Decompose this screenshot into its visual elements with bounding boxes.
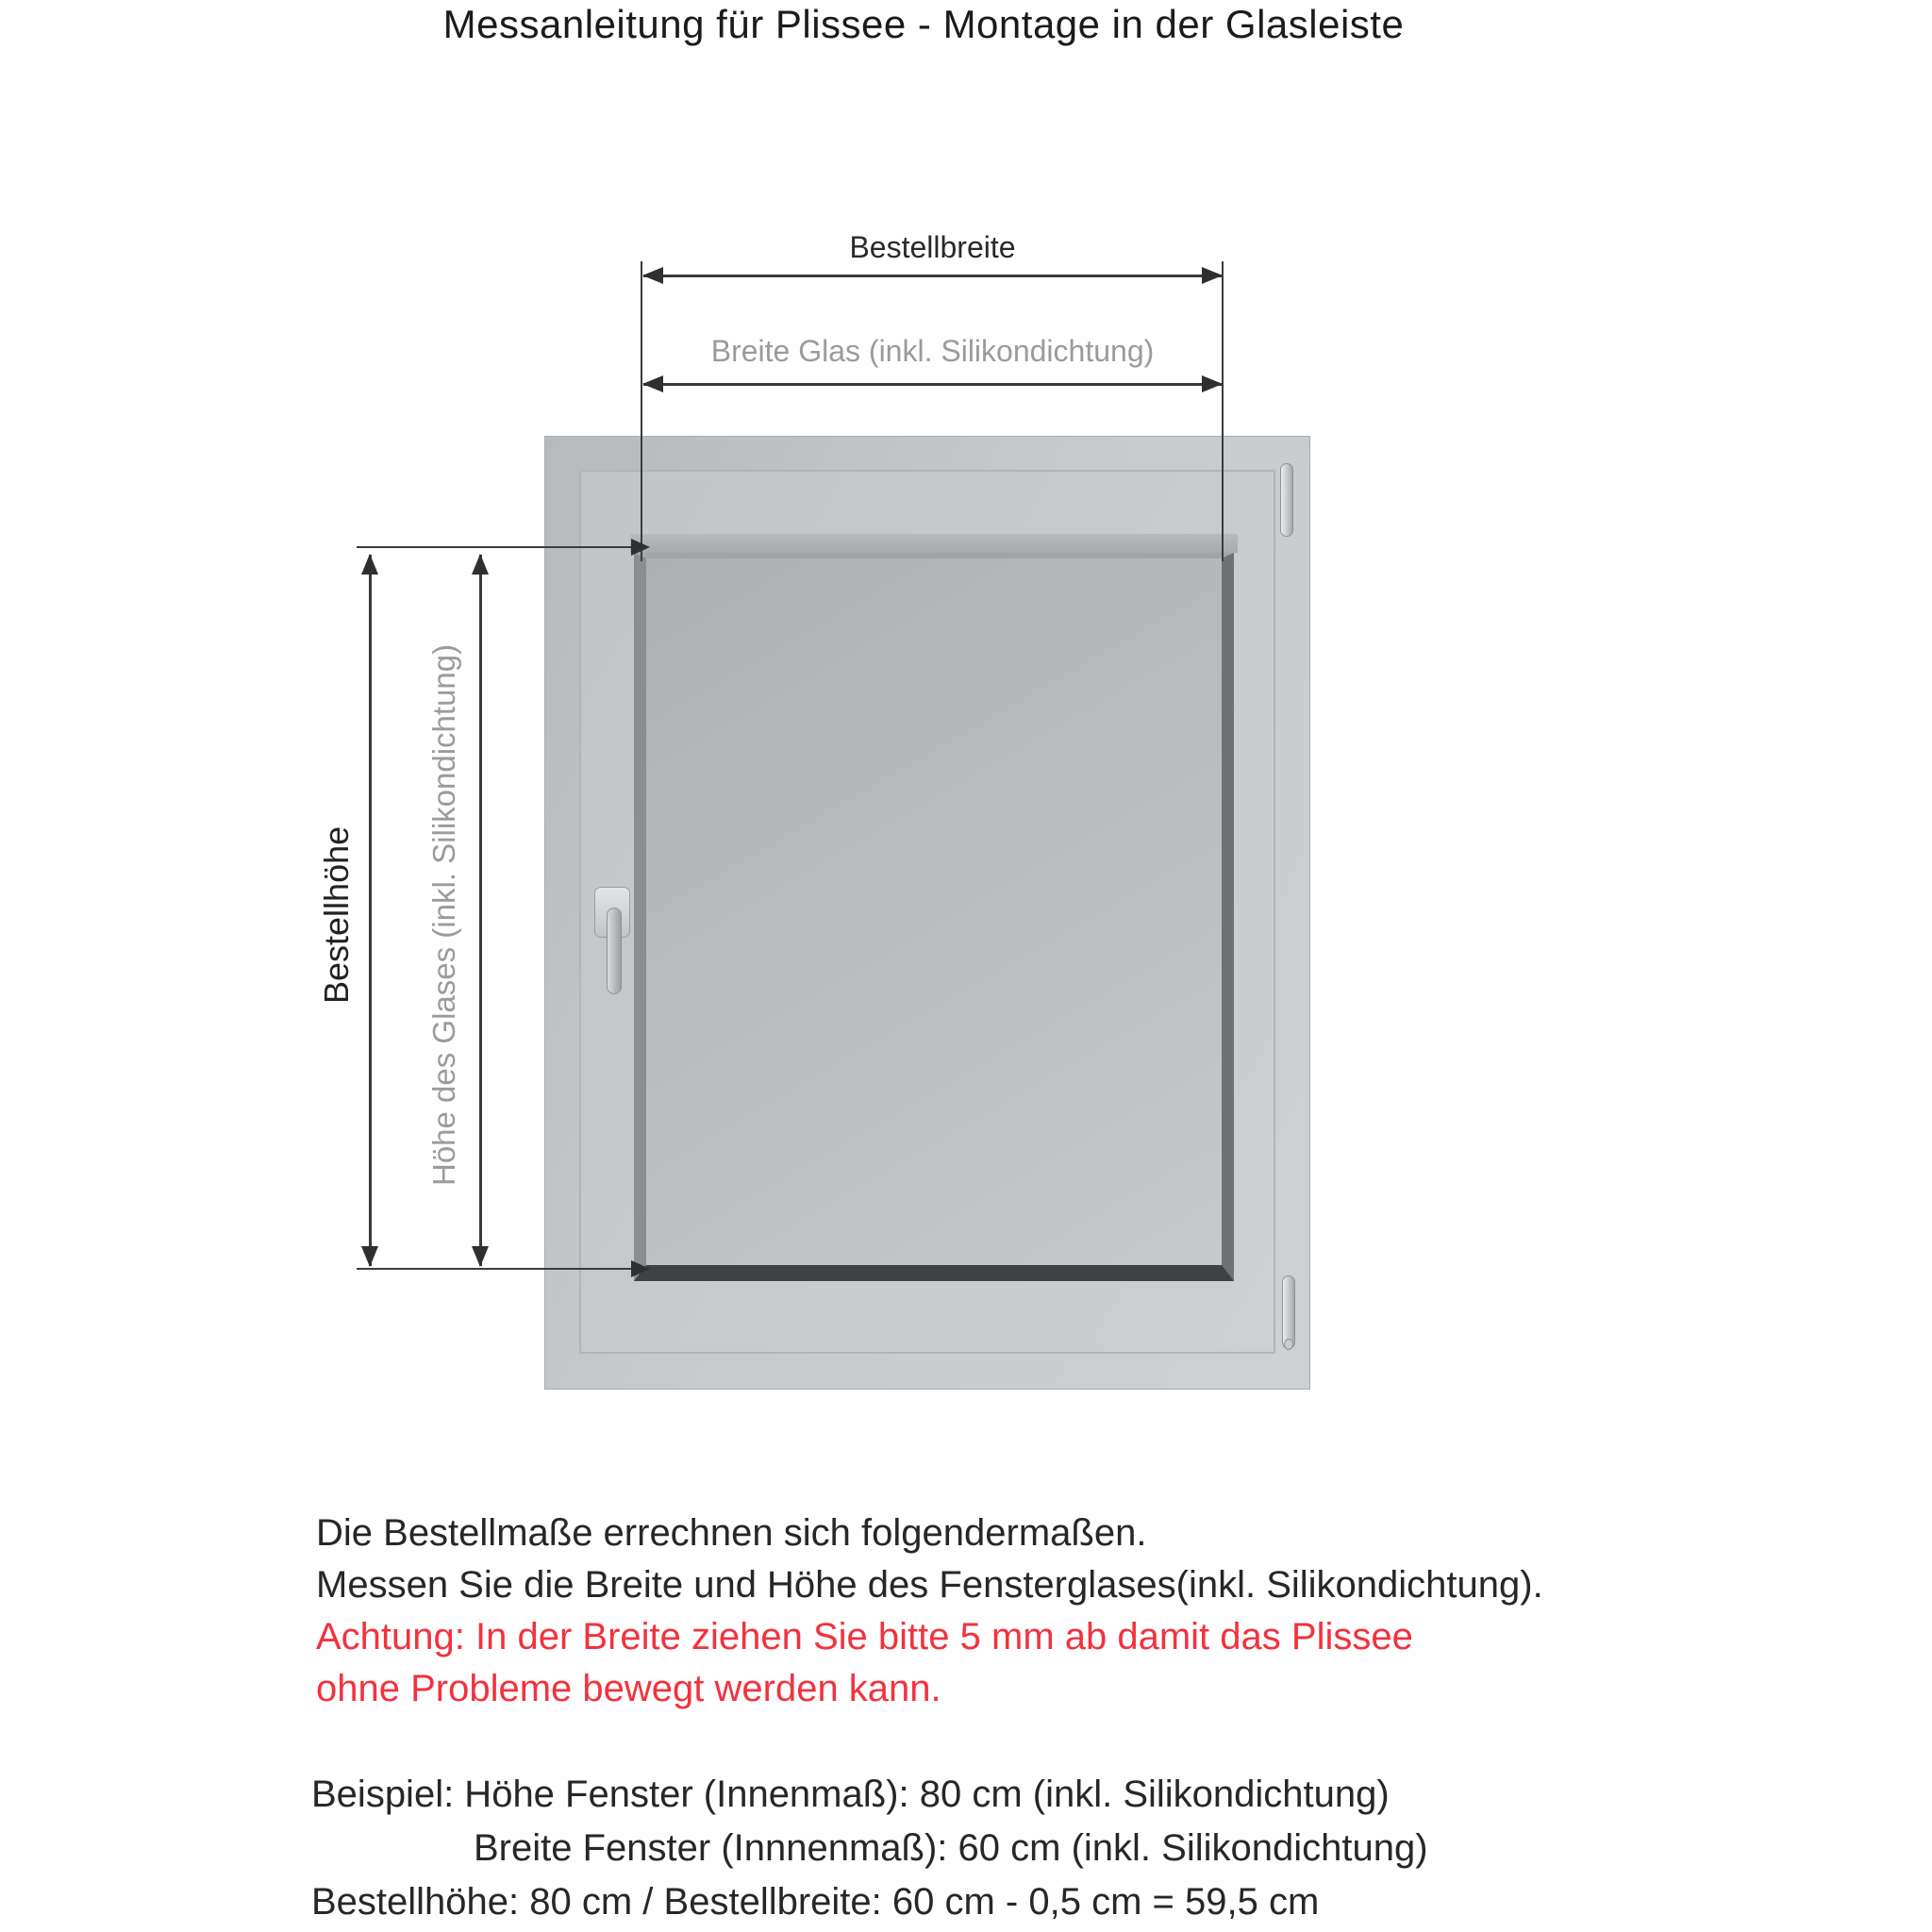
warning-line: Achtung: In der Breite ziehen Sie bitte 5 mm ab damit das Plissee xyxy=(316,1616,1413,1657)
hinge-pin-icon xyxy=(1284,1339,1293,1350)
order-width-label: Bestellbreite xyxy=(849,230,1016,264)
order-height-label: Bestellhöhe xyxy=(317,825,356,1005)
glass-height-label: Höhe des Glases (inkl. Silikondichtung) xyxy=(426,643,461,1187)
example-block xyxy=(311,1768,1428,1929)
page-title: Messanleitung für Plissee - Montage in der Glasleiste xyxy=(442,2,1405,46)
glazing-bead-lip xyxy=(630,534,1238,553)
window-handle-icon xyxy=(607,908,622,994)
instruction-line: Die Bestellmaße errechnen sich folgendermaßen. xyxy=(316,1512,1147,1554)
instruction-line: Messen Sie die Breite und Höhe des Fensterglases(inkl. Silikondichtung). xyxy=(316,1564,1543,1606)
glass-height-arrow-icon xyxy=(479,555,482,1266)
extension-line-left xyxy=(641,261,642,561)
example-line: Breite Fenster (Innnenmaß): 60 cm (inkl. Silikondichtung) xyxy=(474,1827,1428,1869)
example-line: Beispiel: Höhe Fenster (Innenmaß): 80 cm (inkl. Silikondichtung) xyxy=(311,1774,1390,1815)
instructions-block xyxy=(316,1507,1543,1715)
extension-line-bottom xyxy=(357,1268,632,1270)
example-line: Bestellhöhe: 80 cm / Bestellbreite: 60 cm - 0,5 cm = 59,5 cm xyxy=(311,1881,1320,1923)
extension-line-right xyxy=(1222,261,1224,561)
order-height-arrow-icon xyxy=(369,555,372,1266)
extension-line-top xyxy=(357,546,632,548)
window-glass xyxy=(634,553,1234,1281)
order-width-arrow-icon xyxy=(643,275,1222,277)
hinge-top-icon xyxy=(1280,463,1293,537)
glass-width-arrow-icon xyxy=(643,383,1222,386)
warning-line: ohne Probleme bewegt werden kann. xyxy=(316,1668,941,1709)
glass-width-label: Breite Glas (inkl. Silikondichtung) xyxy=(710,334,1155,368)
